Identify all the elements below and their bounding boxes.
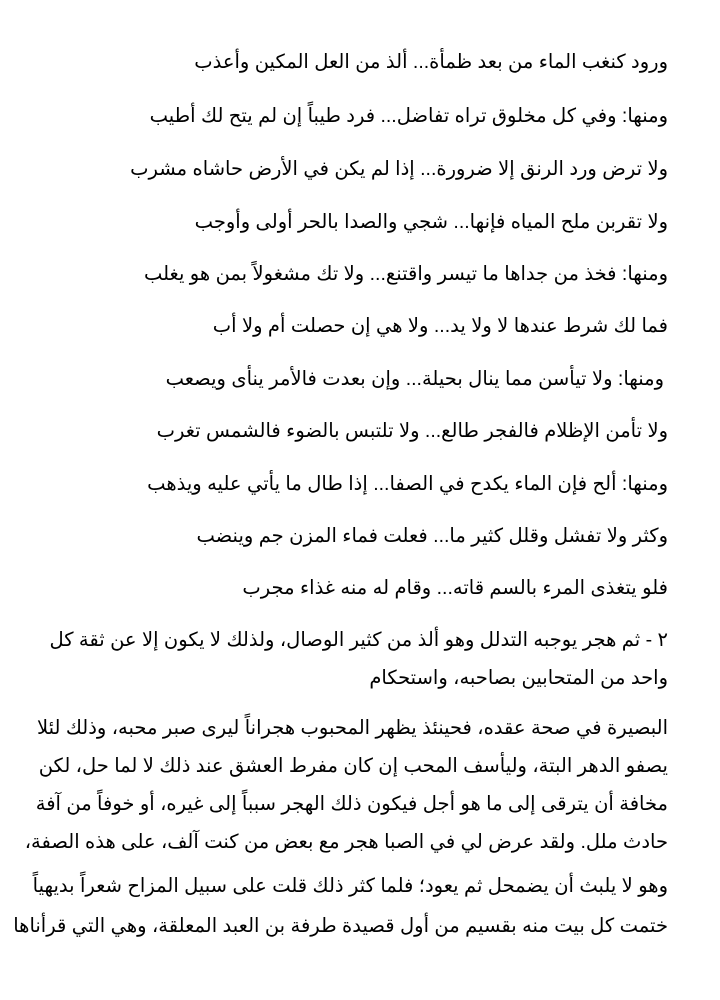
verse-line: ولا تأمن الإظلام فالفجر طالع... ولا تلتبس بالضوء فالشمس تغرب xyxy=(156,420,668,442)
verse-line: فما لك شرط عندها لا ولا يد... ولا هي إن حصلت أم ولا أب xyxy=(212,315,668,337)
paragraph-line: يصفو الدهر البتة، وليأسف المحب إن كان مفرط العشق عند ذلك لا لما حل، لكن xyxy=(38,755,668,777)
verse-line: ولا ترض ورد الرنق إلا ضرورة... إذا لم يكن في الأرض حاشاه مشرب xyxy=(130,158,668,180)
verse-line: ومنها: فخذ من جداها ما تيسر واقتنع... ولا تك مشغولاً بمن هو يغلب xyxy=(143,263,668,285)
paragraph-line: ختمت كل بيت منه بقسيم من أول قصيدة طرفة بن العبد المعلقة، وهي التي قرأناها xyxy=(13,915,668,937)
section-intro-line: واحد من المتحابين بصاحبه، واستحكام xyxy=(369,667,668,689)
paragraph-line: البصيرة في صحة عقده، فحينئذ يظهر المحبوب هجراناً ليرى صبر محبه، وذلك لئلا xyxy=(36,717,668,739)
verse-line: وكثر ولا تفشل وقلل كثير ما... فعلت فماء المزن جم وينضب xyxy=(196,525,668,547)
verse-line: ورود كنغب الماء من بعد ظمأة... ألذ من العل المكين وأعذب xyxy=(194,51,668,73)
paragraph-line: مخافة أن يترقى إلى ما هو أجل فيكون ذلك الهجر سبباً إلى غيره، أو خوفاً من آفة xyxy=(35,793,668,815)
verse-line: ومنها: ولا تيأسن مما ينال بحيلة... وإن بعدت فالأمر ينأى ويصعب xyxy=(165,368,664,390)
paragraph-line: وهو لا يلبث أن يضمحل ثم يعود؛ فلما كثر ذلك قلت على سبيل المزاح شعراً بديهياً xyxy=(32,875,668,897)
section-intro-line: ٢ - ثم هجر يوجبه التدلل وهو ألذ من كثير الوصال، ولذلك لا يكون إلا عن ثقة كل xyxy=(49,629,668,651)
paragraph-line: حادث ملل. ولقد عرض لي في الصبا هجر مع بعض من كنت آلف، على هذه الصفة، xyxy=(24,831,668,853)
verse-line: ومنها: ألح فإن الماء يكدح في الصفا... إذا طال ما يأتي عليه ويذهب xyxy=(147,473,668,495)
verse-line: ولا تقربن ملح المياه فإنها... شجي والصدا بالحر أولى وأوجب xyxy=(194,211,668,233)
verse-line: فلو يتغذى المرء بالسم قاته... وقام له منه غذاء مجرب xyxy=(242,577,668,599)
verse-line: ومنها: وفي كل مخلوق تراه تفاضل... فرد طيباً إن لم يتح لك أطيب xyxy=(149,105,668,127)
